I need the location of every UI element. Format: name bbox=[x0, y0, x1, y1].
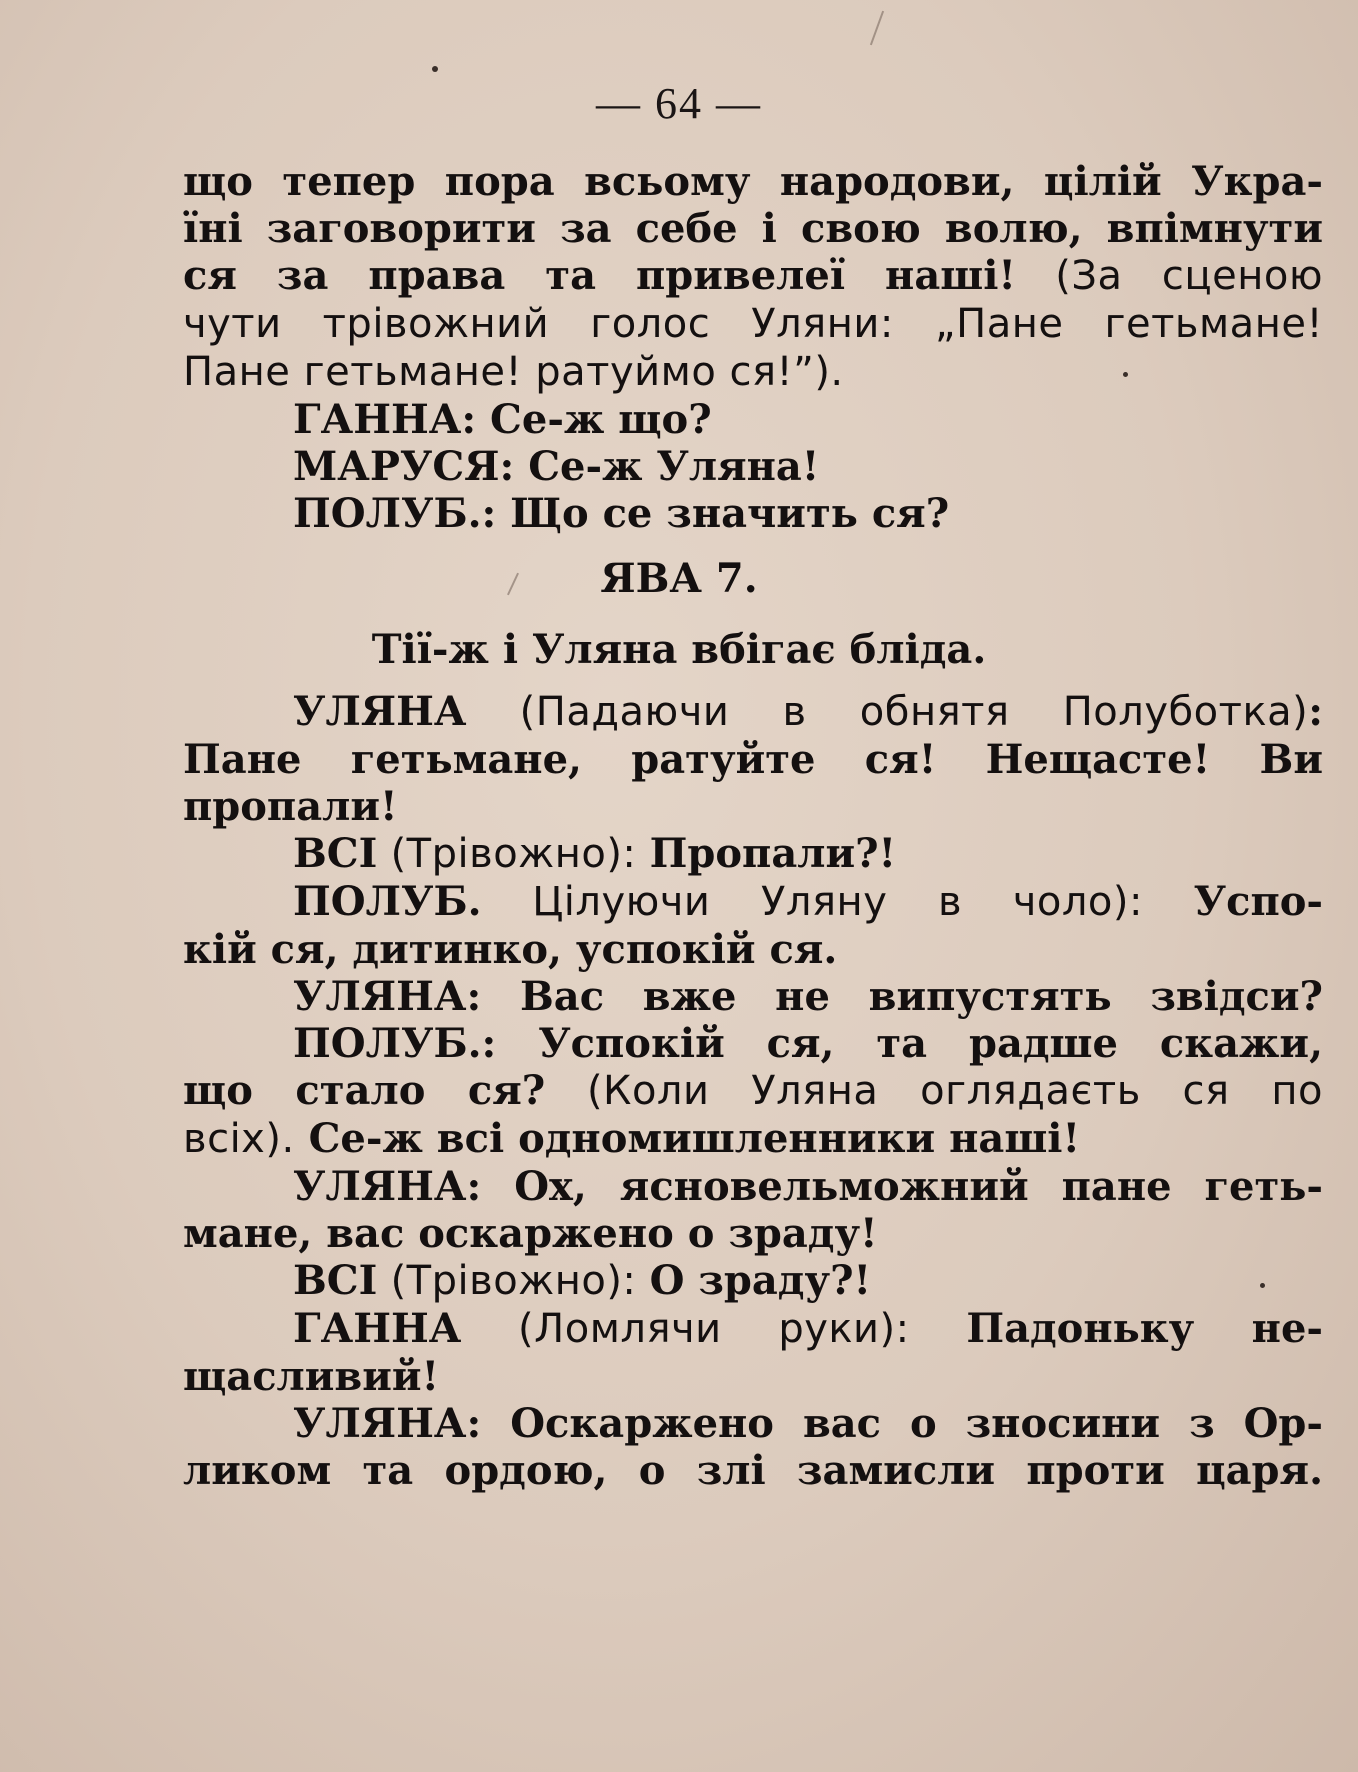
bold-text: О зраду?! bbox=[649, 1257, 872, 1304]
bold-text: пропали! bbox=[183, 783, 398, 830]
text-line bbox=[183, 878, 1323, 926]
bold-text: ПОЛУБ.: Що се значить ся? bbox=[293, 490, 950, 537]
bold-text: ГАННА: Се-ж що? bbox=[293, 396, 712, 443]
bold-text: ПОЛУБ.: Успокій ся, та радше скажи, bbox=[293, 1020, 1323, 1067]
regular-text: (За сценою bbox=[1015, 253, 1323, 299]
regular-text: Цілуючи Уляну в чоло): bbox=[481, 879, 1194, 925]
bold-text: УЛЯНА: Ох, ясновельможний пане геть- bbox=[293, 1163, 1323, 1210]
bold-text: ВСІ bbox=[293, 1257, 378, 1304]
text-line bbox=[183, 348, 1323, 396]
paper-speck bbox=[1123, 372, 1128, 377]
text-line bbox=[183, 830, 1323, 878]
text-line bbox=[183, 158, 1323, 205]
bold-text: УЛЯНА: Оскаржено вас о зносини з Ор- bbox=[293, 1400, 1323, 1447]
text-line bbox=[183, 1210, 1323, 1257]
text-line bbox=[183, 1257, 1323, 1305]
bold-text: Се-ж всі одномишленники наші! bbox=[294, 1115, 1081, 1162]
regular-text: Пане гетьмане! ратуймо ся!”). bbox=[183, 349, 844, 395]
text-line bbox=[183, 1353, 1323, 1400]
page-number: — 64 — bbox=[596, 79, 762, 128]
stage-direction: Тії-ж і Уляна вбігає бліда. bbox=[371, 626, 987, 673]
paper-speck bbox=[432, 66, 438, 72]
bold-text: їні заговорити за себе і свою волю, впімнути bbox=[183, 205, 1323, 252]
text-line bbox=[183, 973, 1323, 1020]
text-line bbox=[183, 1115, 1323, 1163]
dialogue-block-top bbox=[183, 158, 1323, 537]
bold-text: що стало ся? bbox=[183, 1067, 546, 1114]
text-line bbox=[183, 926, 1323, 973]
text-line bbox=[183, 205, 1323, 252]
text-line bbox=[183, 1447, 1323, 1494]
regular-text: (Ломлячи руки): bbox=[461, 1306, 967, 1352]
text-line bbox=[183, 1400, 1323, 1447]
bold-text: мане, вас оскаржено о зраду! bbox=[183, 1210, 878, 1257]
regular-text: чути трівожний голос Уляни: „Пане гетьмане! bbox=[183, 301, 1323, 347]
bold-text: Пропали?! bbox=[649, 830, 897, 877]
text-line bbox=[183, 490, 1323, 537]
scene-heading: ЯВА 7. bbox=[600, 555, 758, 602]
text-line bbox=[183, 688, 1323, 736]
regular-text: всіх). bbox=[183, 1116, 295, 1162]
paper-speck bbox=[1260, 1283, 1265, 1288]
regular-text: (Трівожно): bbox=[377, 1258, 650, 1304]
bold-text: щасливий! bbox=[183, 1353, 440, 1400]
text-line bbox=[183, 300, 1323, 348]
text-line bbox=[183, 1067, 1323, 1115]
bold-text: ПОЛУБ. bbox=[293, 878, 482, 925]
text-line bbox=[183, 1163, 1323, 1210]
bold-text: Пане гетьмане, ратуйте ся! Нещасте! Ви bbox=[183, 736, 1323, 783]
text-line bbox=[183, 1020, 1323, 1067]
bold-text: ликом та ордою, о злі замисли проти царя. bbox=[183, 1447, 1323, 1494]
bold-text: : bbox=[1308, 688, 1323, 735]
bold-text: ВСІ bbox=[293, 830, 378, 877]
text-line bbox=[183, 252, 1323, 300]
text-line bbox=[183, 443, 1323, 490]
bold-text: ся за права та привелеї наші! bbox=[183, 252, 1016, 299]
bold-text: УЛЯНА: Вас вже не випустять звідси? bbox=[293, 973, 1323, 1020]
bold-text: кій ся, дитинко, успокій ся. bbox=[183, 926, 838, 973]
text-line bbox=[183, 1305, 1323, 1353]
bold-text: Падоньку не- bbox=[966, 1305, 1323, 1352]
bold-text: Успо- bbox=[1193, 878, 1323, 925]
bold-text: УЛЯНА bbox=[293, 688, 467, 735]
paper-scratch bbox=[870, 11, 884, 46]
text-line bbox=[183, 396, 1323, 443]
dialogue-block-bottom bbox=[183, 688, 1323, 1494]
regular-text: (Падаючи в обнятя Полуботка) bbox=[466, 689, 1309, 735]
bold-text: ГАННА bbox=[293, 1305, 462, 1352]
text-line bbox=[183, 783, 1323, 830]
bold-text: МАРУСЯ: Се-ж Уляна! bbox=[293, 443, 820, 490]
text-line bbox=[183, 736, 1323, 783]
regular-text: (Коли Уляна оглядаєть ся по bbox=[545, 1068, 1323, 1114]
bold-text: що тепер пора всьому народови, цілій Укра- bbox=[183, 158, 1323, 205]
regular-text: (Трівожно): bbox=[377, 831, 650, 877]
